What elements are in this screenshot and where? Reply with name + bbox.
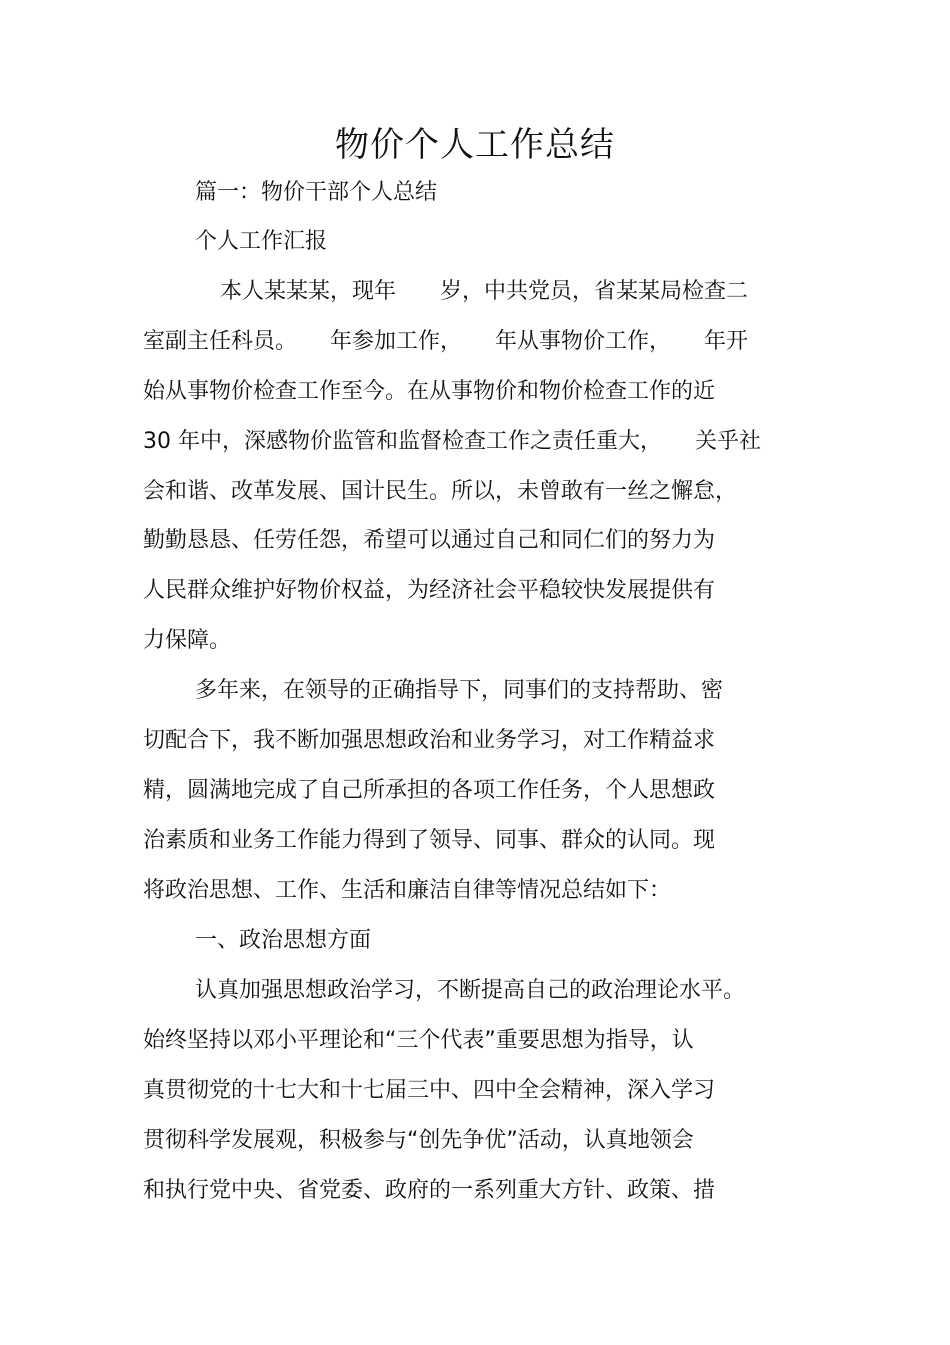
- sub-heading: 个人工作汇报: [195, 229, 328, 254]
- paragraph-line: 会和谐、改革发展、国计民生。所以，未曾敢有一丝之懈怠，: [143, 479, 738, 504]
- paragraph-line: 认真加强思想政治学习，不断提高自己的政治理论水平。: [195, 978, 746, 1003]
- document-title: 物价个人工作总结: [335, 125, 615, 165]
- paragraph-line: 精，圆满地完成了自己所承担的各项工作任务，个人思想政: [143, 778, 716, 803]
- paragraph-line: 贯彻科学发展观，积极参与“创先争优”活动，认真地领会: [143, 1128, 694, 1153]
- paragraph-line: 始终坚持以邓小平理论和“三个代表”重要思想为指导，认: [143, 1028, 694, 1053]
- paragraph-line: 本人某某某，现年 岁，中共党员，省某某局检查二: [220, 279, 749, 304]
- paragraph-line: 将政治思想、工作、生活和廉洁自律等情况总结如下：: [143, 878, 672, 903]
- paragraph-line: 力保障。: [143, 628, 232, 653]
- section-heading: 一、政治思想方面: [195, 928, 372, 953]
- paragraph-line: 30 年中，深感物价监管和监督检查工作之责任重大， 关乎社: [143, 429, 761, 454]
- paragraph-line: 切配合下，我不断加强思想政治和业务学习，对工作精益求: [143, 728, 716, 753]
- paragraph-line: 和执行党中央、省党委、政府的一系列重大方针、政策、措: [143, 1178, 716, 1203]
- paragraph-line: 真贯彻党的十七大和十七届三中、四中全会精神，深入学习: [143, 1078, 716, 1103]
- paragraph-line: 始从事物价检查工作至今。在从事物价和物价检查工作的近: [143, 379, 716, 404]
- paragraph-line: 人民群众维护好物价权益，为经济社会平稳较快发展提供有: [143, 578, 716, 603]
- paragraph-line: 勤勤恳恳、任劳任怨，希望可以通过自己和同仁们的努力为: [143, 528, 716, 553]
- paragraph-line: 室副主任科员。 年参加工作， 年从事物价工作， 年开: [143, 329, 749, 354]
- paragraph-line: 治素质和业务工作能力得到了领导、同事、群众的认同。现: [143, 828, 716, 853]
- section-heading: 篇一：物价干部个人总结: [195, 180, 438, 205]
- paragraph-line: 多年来，在领导的正确指导下，同事们的支持帮助、密: [195, 678, 724, 703]
